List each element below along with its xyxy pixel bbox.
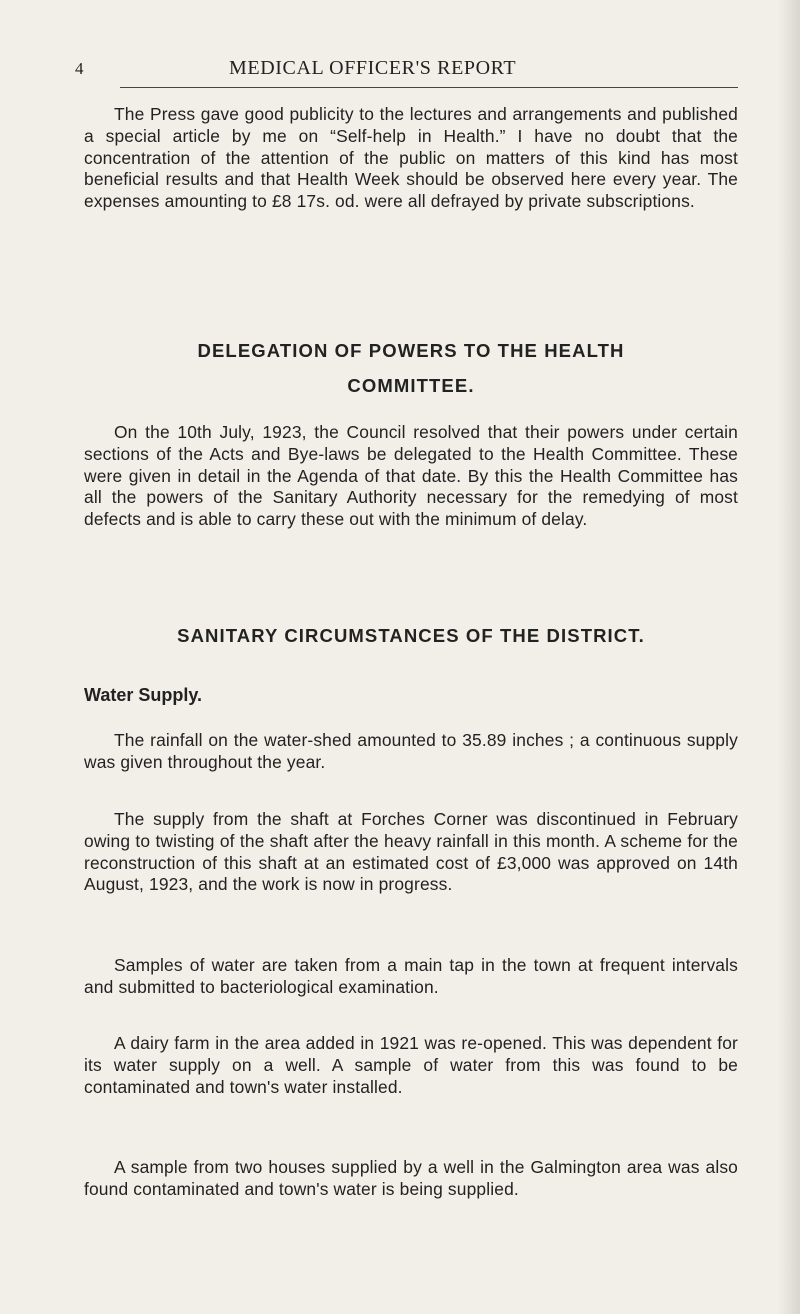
page-edge-shadow xyxy=(778,0,800,1314)
page-header xyxy=(75,57,735,83)
paragraph-galmington: A sample from two houses supplied by a well in the Galmington area was also found contaminated and town's water is being supplied. xyxy=(84,1157,738,1199)
paragraph-rainfall: The rainfall on the water-shed amounted to 35.89 inches ; a continuous supply was given throughout the year. xyxy=(84,730,738,772)
running-title: MEDICAL OFFICER'S REPORT xyxy=(229,57,517,79)
header-rule xyxy=(120,87,738,88)
paragraph-samples: Samples of water are taken from a main tap in the town at frequent intervals and submitted to bacteriological examination. xyxy=(84,955,738,997)
heading-delegation-line1: DELEGATION OF POWERS TO THE HEALTH xyxy=(197,340,625,361)
paragraph-dairy-farm: A dairy farm in the area added in 1921 was re-opened. This was dependent for its water supply on a well. A sample of water from this was found to be contaminated and town's water installed. xyxy=(84,1033,738,1097)
paragraph-press: The Press gave good publicity to the lectures and arrangements and published a special article by me on “Self-help in Health.” I have no doubt that the concentration of the attention of the public on matters of this kind has most beneficial results and that Health Week should be observed here every year. The expenses amounting to £8 17s. od. were all defrayed by private subscriptions. xyxy=(84,104,738,212)
paragraph-forches-corner: The supply from the shaft at Forches Corner was discontinued in February owing to twisting of the shaft after the heavy rainfall in this month. A scheme for the reconstruction of this shaft at an estimated cost of £3,000 was approved on 14th August, 1923, and the work is now in progress. xyxy=(84,809,738,895)
heading-delegation-line2: COMMITTEE. xyxy=(347,375,475,396)
heading-sanitary-circumstances: SANITARY CIRCUMSTANCES OF THE DISTRICT. xyxy=(177,625,645,646)
page-number: 4 xyxy=(75,59,85,78)
heading-water-supply: Water Supply. xyxy=(84,685,203,705)
paragraph-delegation: On the 10th July, 1923, the Council resolved that their powers under certain sections of the Acts and Bye-laws be delegated to the Health Committee. These were given in detail in the Agenda of that date. By this the Health Committee has all the powers of the Sanitary Authority necessary for the remedying of most defects and is able to carry these out with the minimum of delay. xyxy=(84,422,738,530)
